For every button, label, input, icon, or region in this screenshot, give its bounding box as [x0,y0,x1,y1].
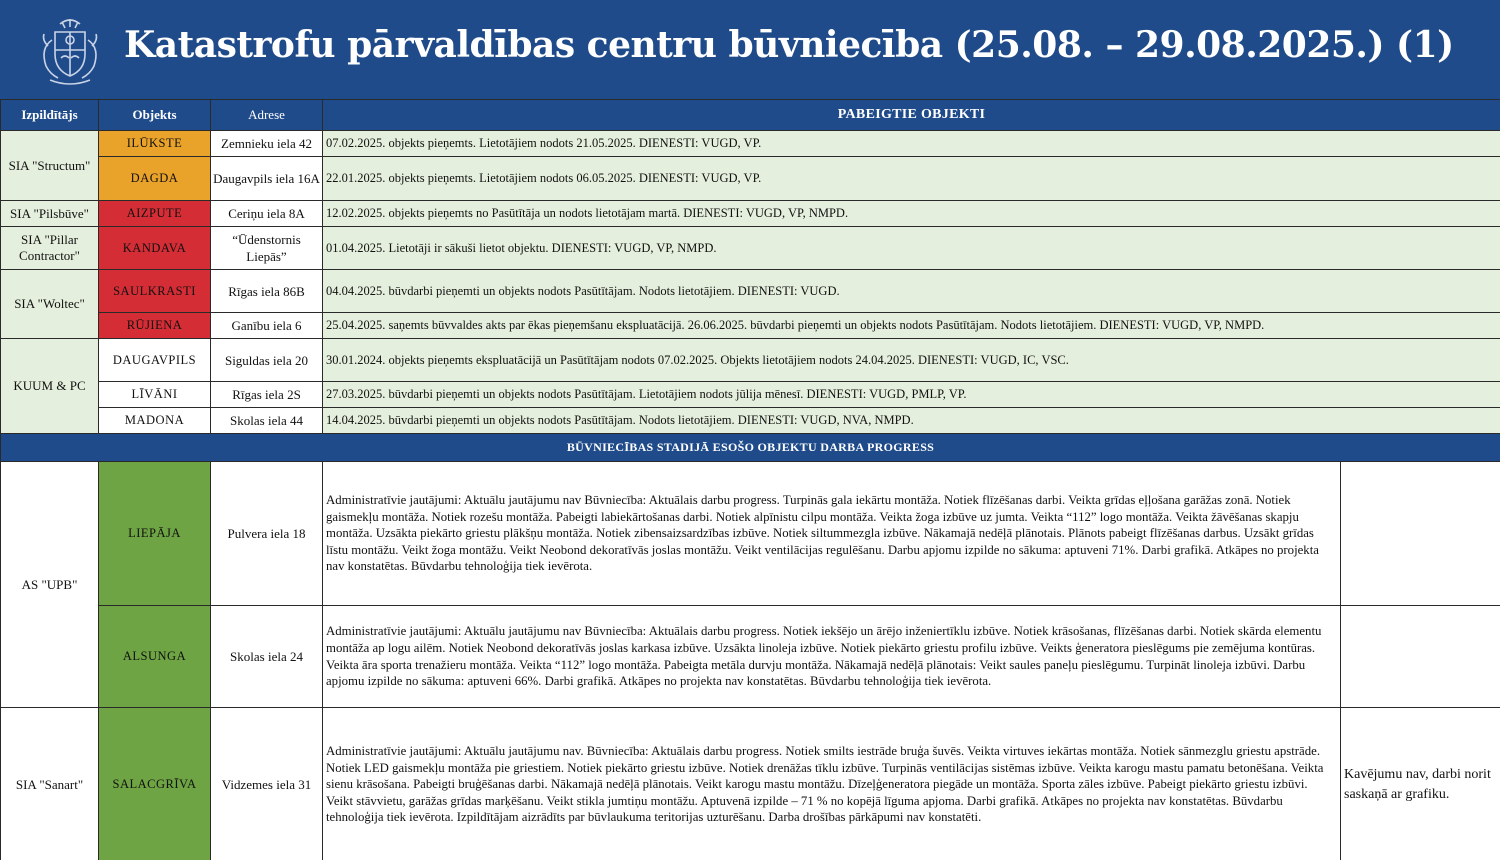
column-header-completed: PABEIGTIE OBJEKTI [323,100,1500,131]
object-cell: ILŪKSTE [99,131,211,157]
status-cell: 12.02.2025. objekts pieņemts no Pasūtītāja un nodots lietotājam martā. DIENESTI: VUGD, VP, NMPD. [323,201,1500,227]
table-row [1,270,1500,313]
executor-cell: KUUM & PC [1,339,99,434]
status-cell: 07.02.2025. objekts pieņemts. Lietotājiem nodots 21.05.2025. DIENESTI: VUGD, VP. [323,131,1500,157]
note-cell [1341,462,1500,606]
address-cell: Zemnieku iela 42 [211,131,323,157]
executor-cell: SIA "Woltec" [1,270,99,339]
table-row [1,131,1500,157]
table-row [1,339,1500,382]
table-row [1,708,1500,860]
object-cell: DAGDA [99,157,211,201]
address-cell: Pulvera iela 18 [211,462,323,606]
address-cell: Daugavpils iela 16A [211,157,323,201]
address-cell: Rīgas iela 86B [211,270,323,313]
section-title: BŪVNIECĪBAS STADIJĀ ESOŠO OBJEKTU DARBA PROGRESS [1,434,1500,462]
object-cell: RŪJIENA [99,313,211,339]
executor-cell: SIA "Pillar Contractor" [1,227,99,270]
status-cell: 22.01.2025. objekts pieņemts. Lietotājiem nodots 06.05.2025. DIENESTI: VUGD, VP. [323,157,1500,201]
object-cell: ALSUNGA [99,606,211,708]
table-row [1,227,1500,270]
table-header-row [1,100,1500,131]
column-header-executor: Izpildītājs [1,100,99,131]
table-row [1,201,1500,227]
status-cell: 14.04.2025. būvdarbi pieņemti un objekts nodots Pasūtītājam. Nodots lietotājiem. DIENESTI: VUGD, NVA, NMPD. [323,408,1500,434]
table-row [1,606,1500,708]
page-header [0,0,1500,99]
address-cell: Ganību iela 6 [211,313,323,339]
address-cell: Ceriņu iela 8A [211,201,323,227]
executor-cell: AS "UPB" [1,462,99,708]
note-cell [1341,606,1500,708]
table-row [1,382,1500,408]
section-row [1,434,1500,462]
progress-cell: Administratīvie jautājumi: Aktuālu jautājumu nav Būvniecība: Aktuālais darbu progress. Turpinās gala iekārtu montāža. Notiek flīzēšanas darbi. Veikta grīdas eļļošana garāžas zonā. Notiek gaismekļu montāža. Notiek rozešu montāža. Pabeigti labiekārtošanas darbi. Notiek alpīnistu cilpu montāža. Veikta žoga izbūve uz jumta. Veikta “112” logo montāža. Veikta žāvēšanas skapju montāža. Uzsākta piekārto griestu plākšņu montāža. Notiek zibensaizsardzības izbūve. Notiek siltummezgla izbūve. Nākamajā nedēļā plānotais. Plānots pabeigt flīzēšanas darbus. Uzsākt grīdas līstu montāžu. Veikt žoga montāžu. Veikt Neobond dekoratīvās joslas montāžu. Veikt ventilācijas regulēšanu. Darbu apjomu izpilde no sākuma: aptuveni 71%. Darbi grafikā. Atkāpes no projekta nav konstatētas. Būvdarbu tehnoloģija tiek ievērota. [323,462,1341,606]
note-cell: Kavējumu nav, darbi norit saskaņā ar grafiku. [1341,708,1500,860]
construction-table [0,99,1500,860]
progress-cell: Administratīvie jautājumi: Aktuālu jautājumu nav. Būvniecība: Aktuālais darbu progress. Notiek smilts iestrāde bruģa šuvēs. Veikta virtuves iekārtas montāža. Notiek sānmezglu griestu apstrāde. Notiek LED gaismekļu montāža pie griestiem. Notiek piekārto griestu izbūve. Notiek drenāžas tīklu izbūve. Turpinās ventilācijas sistēmas izbūve. Veikta karogu mastu pamatu betonēšana. Veikta sienu krāsošana. Pabeigti bruģēšanas darbi. Nākamajā nedēļā plānotais. Veikt karogu mastu montāžu. Dīzeļģeneratora piegāde un montāža. Sporta zāles izbūve. Pabeigt piekārto griestu izbūvi. Veikt stāvvietu, garāžas grīdas marķēšanu. Veikt stikla jumtiņu montāžu. Aptuvenā izpilde – 71 % no kopējā līguma apjoma. Darbi grafikā. Atkāpes no projekta nav konstatētas. Būvdarbu tehnoloģija tiek ievērota. Izpildītājam aizrādīts par būvlaukuma teritorijas uzturēšanu. Darba drošības pārkāpumi nav konstatēti. [323,708,1341,860]
table-row [1,157,1500,201]
address-cell: “Ūdenstornis Liepās” [211,227,323,270]
executor-cell: SIA "Sanart" [1,708,99,860]
page-title: Katastrofu pārvaldības centru būvniecība (25.08. – 29.08.2025.) (1) [124,24,1454,66]
column-header-address: Adrese [211,100,323,131]
object-cell: MADONA [99,408,211,434]
table-row [1,313,1500,339]
table-row [1,462,1500,606]
object-cell: LIEPĀJA [99,462,211,606]
executor-cell: SIA "Structum" [1,131,99,201]
status-cell: 27.03.2025. būvdarbi pieņemti un objekts nodots Pasūtītājam. Lietotājiem nodots jūlija mēnesī. DIENESTI: VUGD, PMLP, VP. [323,382,1500,408]
table-row [1,408,1500,434]
address-cell: Rīgas iela 2S [211,382,323,408]
address-cell: Skolas iela 44 [211,408,323,434]
object-cell: AIZPUTE [99,201,211,227]
status-cell: 04.04.2025. būvdarbi pieņemti un objekts nodots Pasūtītājam. Nodots lietotājiem. DIENESTI: VUGD. [323,270,1500,313]
status-cell: 01.04.2025. Lietotāji ir sākuši lietot objektu. DIENESTI: VUGD, VP, NMPD. [323,227,1500,270]
object-cell: KANDAVA [99,227,211,270]
object-cell: SAULKRASTI [99,270,211,313]
executor-cell: SIA "Pilsbūve" [1,201,99,227]
coat-of-arms-icon [30,10,110,90]
column-header-object: Objekts [99,100,211,131]
progress-cell: Administratīvie jautājumi: Aktuālu jautājumu nav Būvniecība: Aktuālais darbu progress. Notiek iekšējo un ārējo inženiertīklu izbūve. Notiek krāsošanas, flīzēšanas darbi. Notiek skārda elementu montāža ap logu ailēm. Notiek Neobond dekoratīvās joslas karkasa izbūve. Uzsākta linoleja izbūve. Notiek piekārto griestu profilu izbūve. Veikts ģeneratora pieslēgums pie zemējuma kontūras. Veikta āra sporta trenažieru montāža. Veikta “112” logo montāža. Pabeigta metāla durvju montāža. Nākamajā nedēļā plānotais: Veikt saules paneļu pieslēgumu. Turpināt linoleja izbūvi. Darbu apjomu izpilde no sākuma: aptuveni 66%. Darbi grafikā. Atkāpes no projekta nav konstatētas. Būvdarbu tehnoloģija tiek ievērota. [323,606,1341,708]
object-cell: DAUGAVPILS [99,339,211,382]
status-cell: 25.04.2025. saņemts būvvaldes akts par ēkas pieņemšanu ekspluatācijā. 26.06.2025. būvdarbi pieņemti un objekts nodots Pasūtītājam. Nodots lietotājiem. DIENESTI: VUGD, VP, NMPD. [323,313,1500,339]
address-cell: Skolas iela 24 [211,606,323,708]
object-cell: SALACGRĪVA [99,708,211,860]
object-cell: LĪVĀNI [99,382,211,408]
status-cell: 30.01.2024. objekts pieņemts ekspluatācijā un Pasūtītājam nodots 07.02.2025. Objekts lietotājiem nodots 24.04.2025. DIENESTI: VUGD, IC, VSC. [323,339,1500,382]
address-cell: Siguldas iela 20 [211,339,323,382]
address-cell: Vidzemes iela 31 [211,708,323,860]
